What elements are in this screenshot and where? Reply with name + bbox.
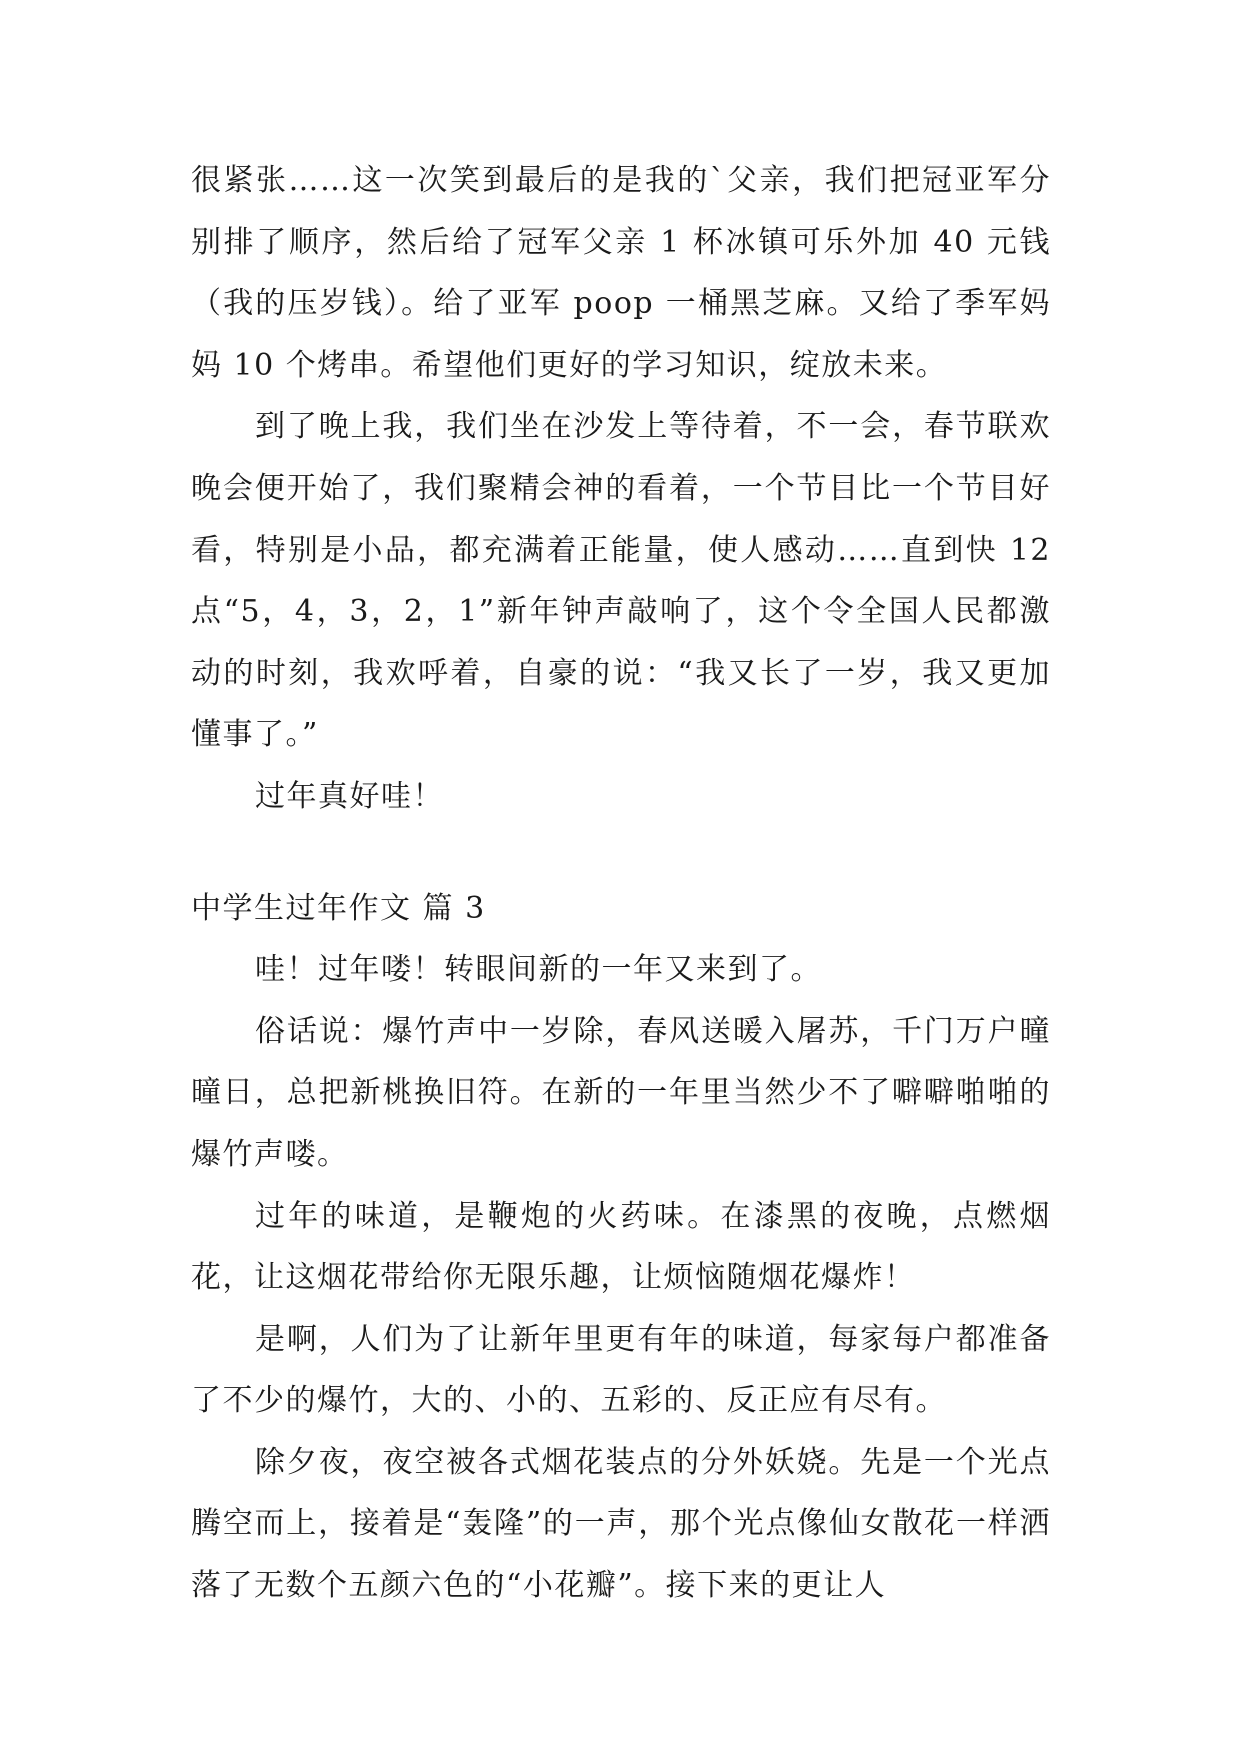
paragraph: 到了晚上我，我们坐在沙发上等待着，不一会，春节联欢晚会便开始了，我们聚精会神的看着，一个节目比一个节目好看，特别是小品，都充满着正能量，使人感动……直到快 12 点“5，4，3，2，1”新年钟声敲响了，这个令全国人民都激动的时刻，我欢呼着，自豪的说：“我又长了一岁，我又更加懂事了。” <box>191 409 1051 753</box>
paragraph: 哇！过年喽！转眼间新的一年又来到了。 <box>255 952 822 988</box>
paragraph: 过年的味道，是鞭炮的火药味。在漆黑的夜晚，点燃烟花，让这烟花带给你无限乐趣，让烦恼随烟花爆炸！ <box>191 1198 1051 1296</box>
document-body <box>191 150 1051 1617</box>
paragraph: 是啊，人们为了让新年里更有年的味道，每家每户都准备了不少的爆竹，大的、小的、五彩的、反正应有尽有。 <box>191 1321 1051 1419</box>
paragraph: 除夕夜，夜空被各式烟花装点的分外妖娆。先是一个光点腾空而上，接着是“轰隆”的一声，那个光点像仙女散花一样洒落了无数个五颜六色的“小花瓣”。接下来的更让人 <box>191 1444 1051 1604</box>
paragraph: 俗话说：爆竹声中一岁除，春风送暖入屠苏，千门万户曈曈日，总把新桃换旧符。在新的一年里当然少不了噼噼啪啪的爆竹声喽。 <box>191 1013 1051 1172</box>
section-spacer <box>191 828 1051 878</box>
section-heading: 中学生过年作文 篇 3 <box>191 890 486 926</box>
paragraph: 过年真好哇！ <box>255 778 444 814</box>
paragraph: 很紧张……这一次笑到最后的是我的`父亲，我们把冠亚军分别排了顺序，然后给了冠军父亲 1 杯冰镇可乐外加 40 元钱（我的压岁钱）。给了亚军 poop 一桶黑芝麻。又给了季军妈妈 10 个烤串。希望他们更好的学习知识，绽放未来。 <box>191 163 1051 383</box>
